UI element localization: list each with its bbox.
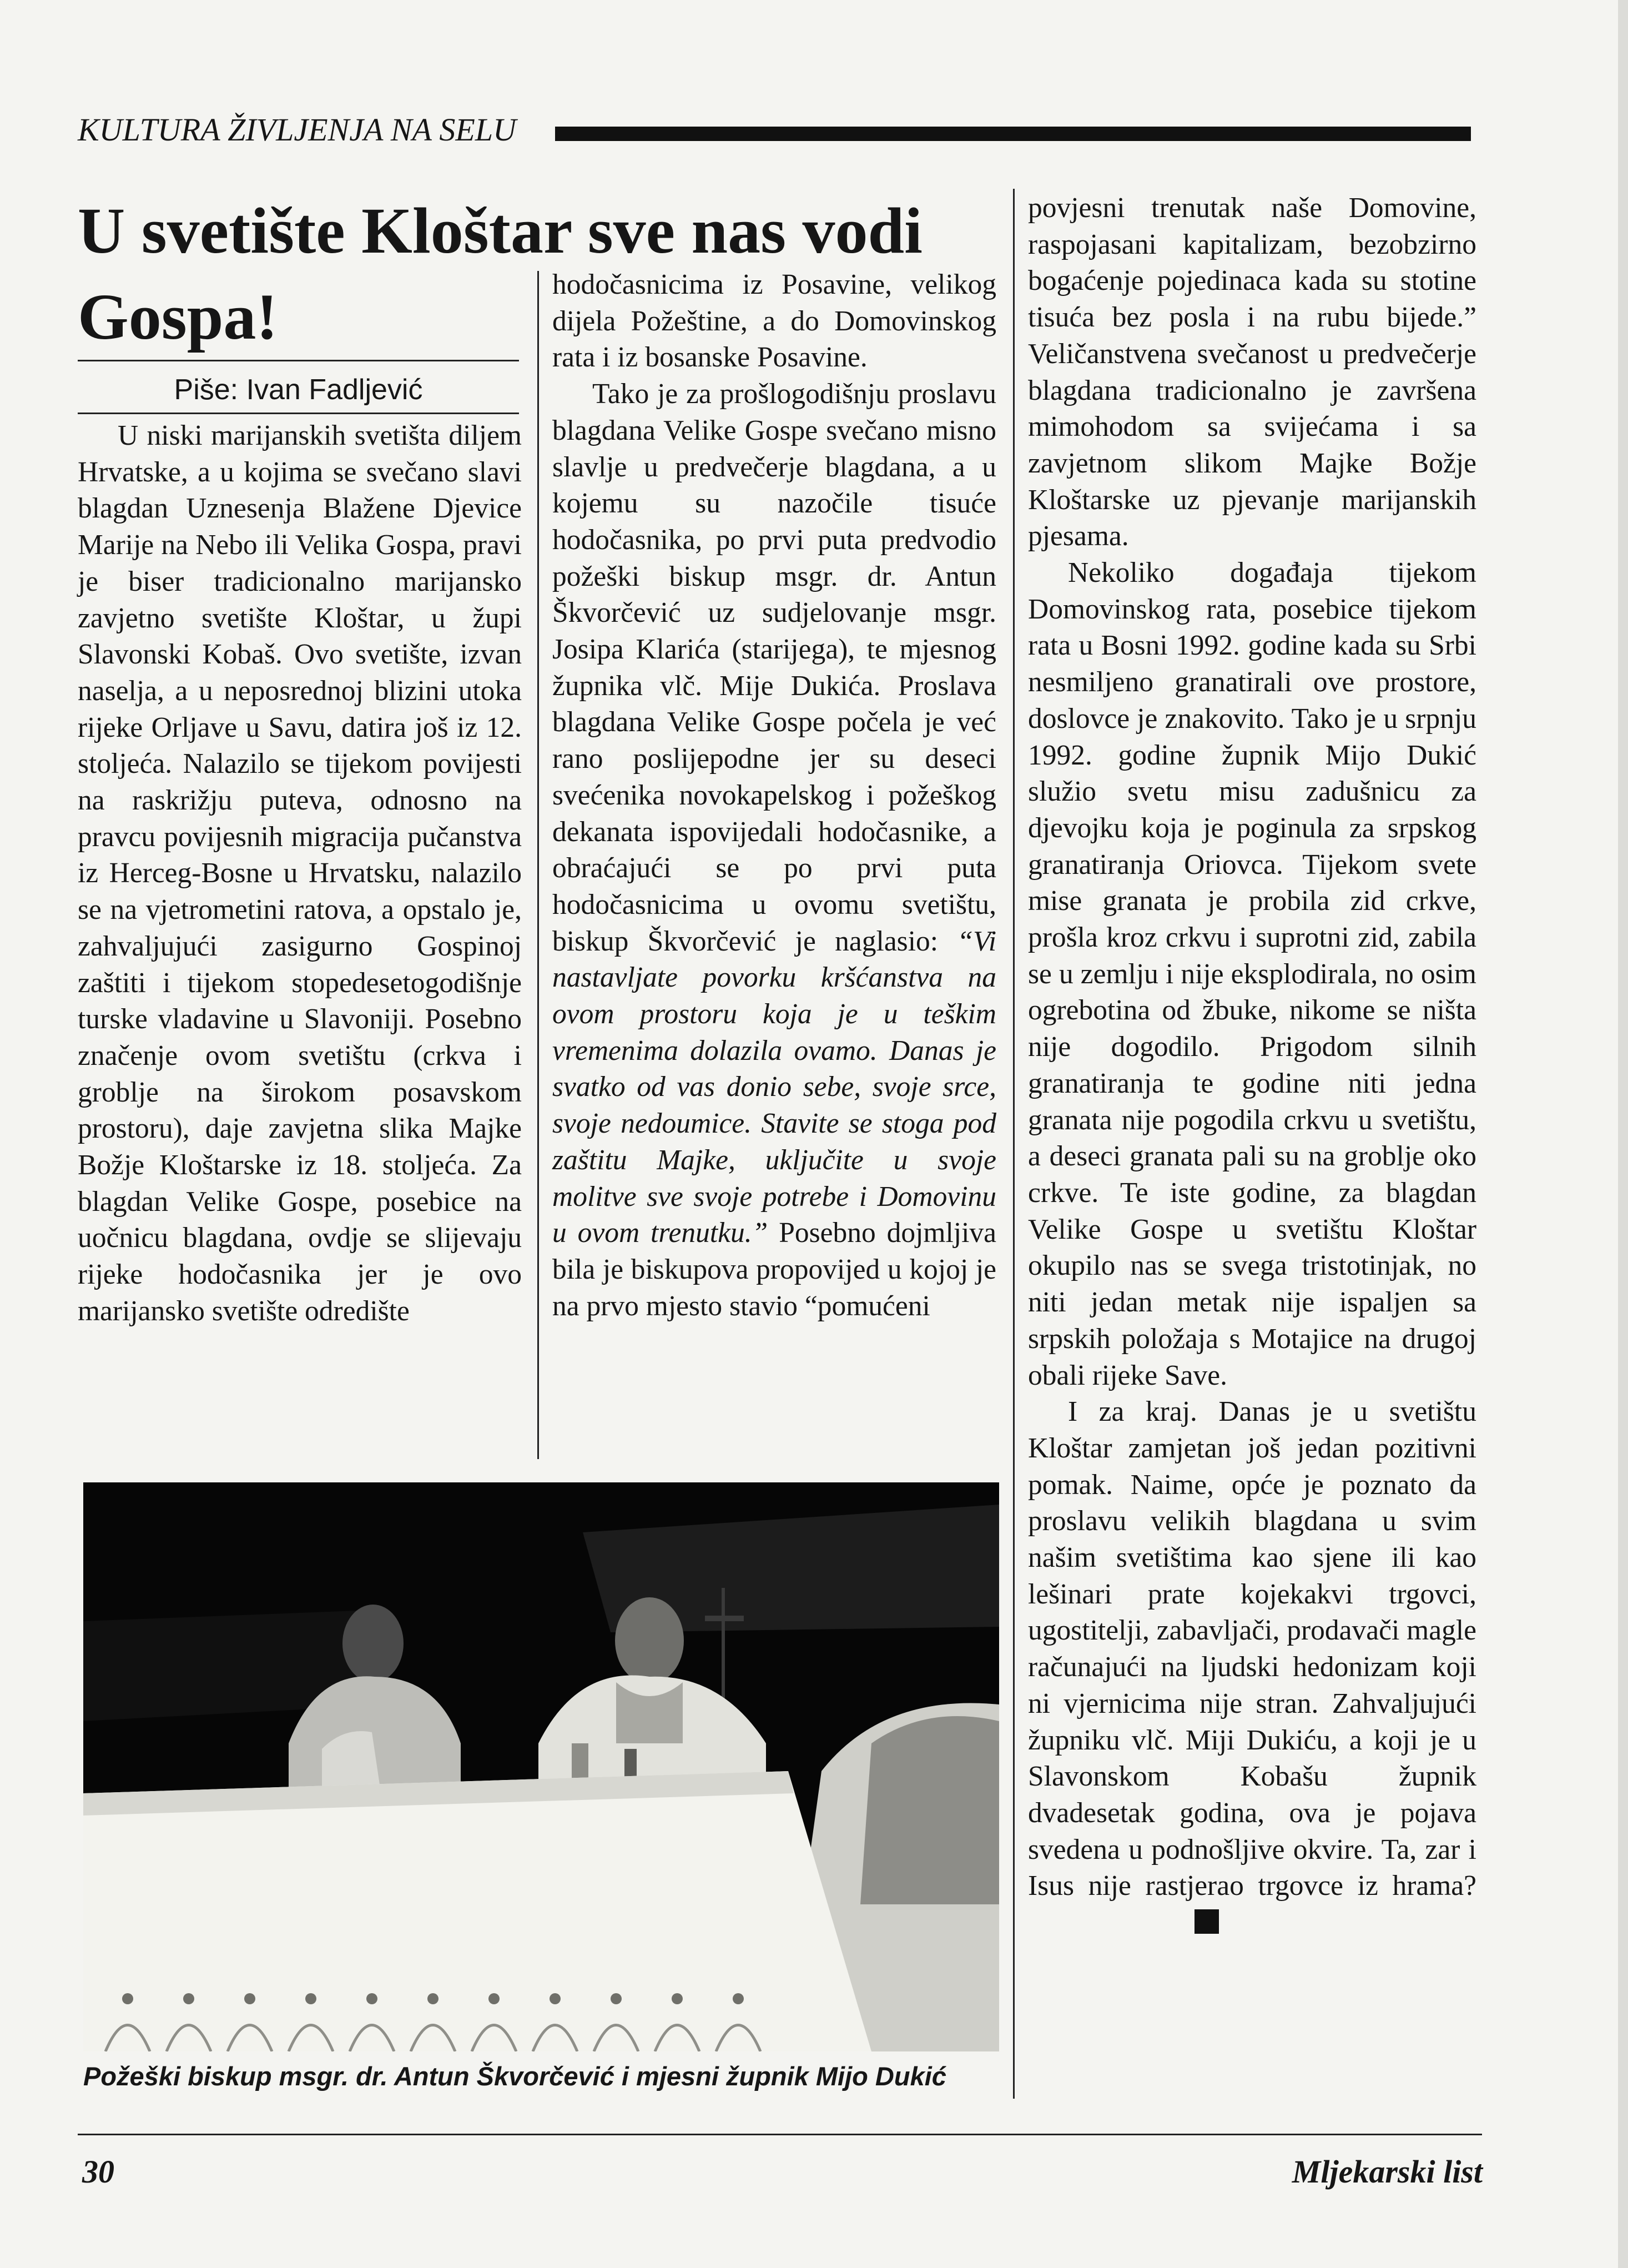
paragraph-text: Posebno dojmljiva bila je biskupova propovijed u kojoj je na prvo mjesto stavio “pomućeni [552, 1217, 997, 1322]
paragraph: hodočasnicima iz Posavine, velikog dijela Požeštine, a do Domovinskog rata i iz bosanske Posavine. [552, 269, 996, 374]
paragraph: U niski marijanskih svetišta diljem Hrvatske, a u kojima se svečano slavi blagdan Uznesenja Blažene Djevice Marije na Nebo ili Velika Gospa, pravi je biser tradicionalno marijansko zavjetno svetište Kloštar, u župi Slavonski Kobaš. Ovo svetište, izvan naselja, a u neposrednoj blizini utoka rijeke Orljave u Savu, datira još iz 12. stoljeća. Nalazilo se tijekom povijesti na raskrižju puteva, odnosno na pravcu povijesnih migracija pučanstva iz Herceg-Bosne u Hrvatsku, nalazilo se na vjetrometini ratova, a opstalo je, zahvaljujući zasigurno Gospinoj zaštiti i tijekom stopedesetogodišnje turske vladavine u Slavoniji. Posebno značenje ovom svetištu (crkva i groblje na širokom posavskom prostoru), daje zavjetna slika Majke Božje Kloštarske iz 18. stoljeća. Za blagdan Velike Gospe, posebice na uočnicu blagdana, ovdje se slijevaju rijeke hodočasnika jer je ovo marijansko svetište odredište [78, 420, 522, 1327]
bishop-quote: “Vi nastavljate povorku kršćanstva na ovom prostoru koja je u teškim vremenima dolazila ovamo. Danas je svatko od vas donio sebe, svoje srce, svoje nedoumice. Stavite se stoga pod zaštitu Majke, uključite u svoje molitve sve svoje potrebe i Domovinu u ovom trenutku.” [552, 925, 997, 1249]
paragraph [552, 376, 996, 1324]
scan-edge [1618, 0, 1628, 2268]
paragraph-text: I za kraj. Danas je u svetištu Kloštar zamjetan još jedan pozitivni pomak. Naime, opće je poznato da proslavu velikih blagdana u svim našim svetištima kao sjene ili kao lešinari prate kojekakvi trgovci, ugostitelji, zabavljači, prodavači magle računajući na ljudski hedonizam koji ni vjernicima nije stran. Zahvaljujući župniku vlč. Miji Dukiću, a koji je u Slavonskom Kobašu župnik dvadesetak godina, ova je pojava svedena u podnošljive okvire. Ta, zar i Isus nije rastjerao trgovce iz hrama? [1028, 1396, 1476, 1902]
mass-photo [83, 1482, 999, 2051]
paragraph-text: Tako je za prošlogodišnju proslavu blagdana Velike Gospe svečano misno slavlje u predvečerje blagdana, a u kojemu su nazočile tisuće hodočasnika, po prvi puta predvodio požeški biskup msgr. dr. Antun Škvorčević uz sudjelovanje msgr. Josipa Klarića (starijega), te mjesnog župnika vlč. Mije Dukića. Proslava blagdana Velike Gospe počela je već rano poslijepodne jer su deseci svećenika novokapelskog i požeškog dekanata ispovijedali hodočasnike, a obraćajući se po prvi puta hodočasnicima u ovomu svetištu, biskup Škvorčević je naglasio: [552, 378, 996, 957]
journal-name: Mljekarski list [1292, 2154, 1483, 2190]
article-column-1 [78, 418, 522, 1330]
mass-photo-image [83, 1482, 999, 2051]
footer-rule [78, 2134, 1482, 2135]
byline-rule-top [78, 360, 519, 361]
paragraph: povjesni trenutak naše Domovine, raspojasani kapitalizam, bezobzirno bogaćenje pojedinaca kada su stotine tisuća bez posla i na rubu bijede.” Veličanstvena svečanost u predvečerje blagdana tradicionalno je završena mimohodom sa svijećama i sa zavjetnom slikom Majke Božje Kloštarske uz pjevanje marijanskih pjesama. [1028, 192, 1476, 552]
header-rule [555, 127, 1471, 141]
article-column-3 [1028, 190, 1476, 1941]
paragraph: Nekoliko događaja tijekom Domovinskog rata, posebice tijekom rata u Bosni 1992. godine kada su Srbi nesmiljeno granatirali ove prostore, doslovce je znakovito. Tako je u srpnju 1992. godine župnik Mijo Dukić služio svetu misu zadušnicu za djevojku koja je poginula za srpskog granatiranja Oriovca. Tijekom svete mise granata je probila zid crkve, prošla kroz crkvu i suprotni zid, zabila se u zemlju i nije eksplodirala, no osim ogrebotina od žbuke, nikome se ništa nije dogodilo. Prigodom silnih granatiranja te godine niti jedna granata nije pogodila crkvu u svetištu, a deseci granata pali su na groblje oko crkve. Te iste godine, za blagdan Velike Gospe u svetištu Kloštar okupilo nas se svega tristotinjak, no niti jedan metak nije ispaljen sa srpskih položaja s Motajice na drugoj obali rijeke Save. [1028, 557, 1476, 1391]
section-header: KULTURA ŽIVLJENJA NA SELU [78, 112, 516, 148]
column-divider-1 [537, 271, 539, 1459]
byline-rule-bottom [78, 413, 519, 414]
article-title: U svetište Kloštar sve nas vodi Gospa! [78, 194, 923, 353]
column-divider-2 [1013, 189, 1015, 2099]
byline: Piše: Ivan Fadljević [174, 374, 423, 406]
end-mark [1194, 1909, 1219, 1934]
paragraph [1028, 1394, 1476, 1941]
article-column-2 [552, 266, 996, 1324]
photo-caption: Požeški biskup msgr. dr. Antun Škvorčević i mjesni župnik Mijo Dukić [83, 2061, 946, 2091]
page-number: 30 [82, 2154, 114, 2190]
